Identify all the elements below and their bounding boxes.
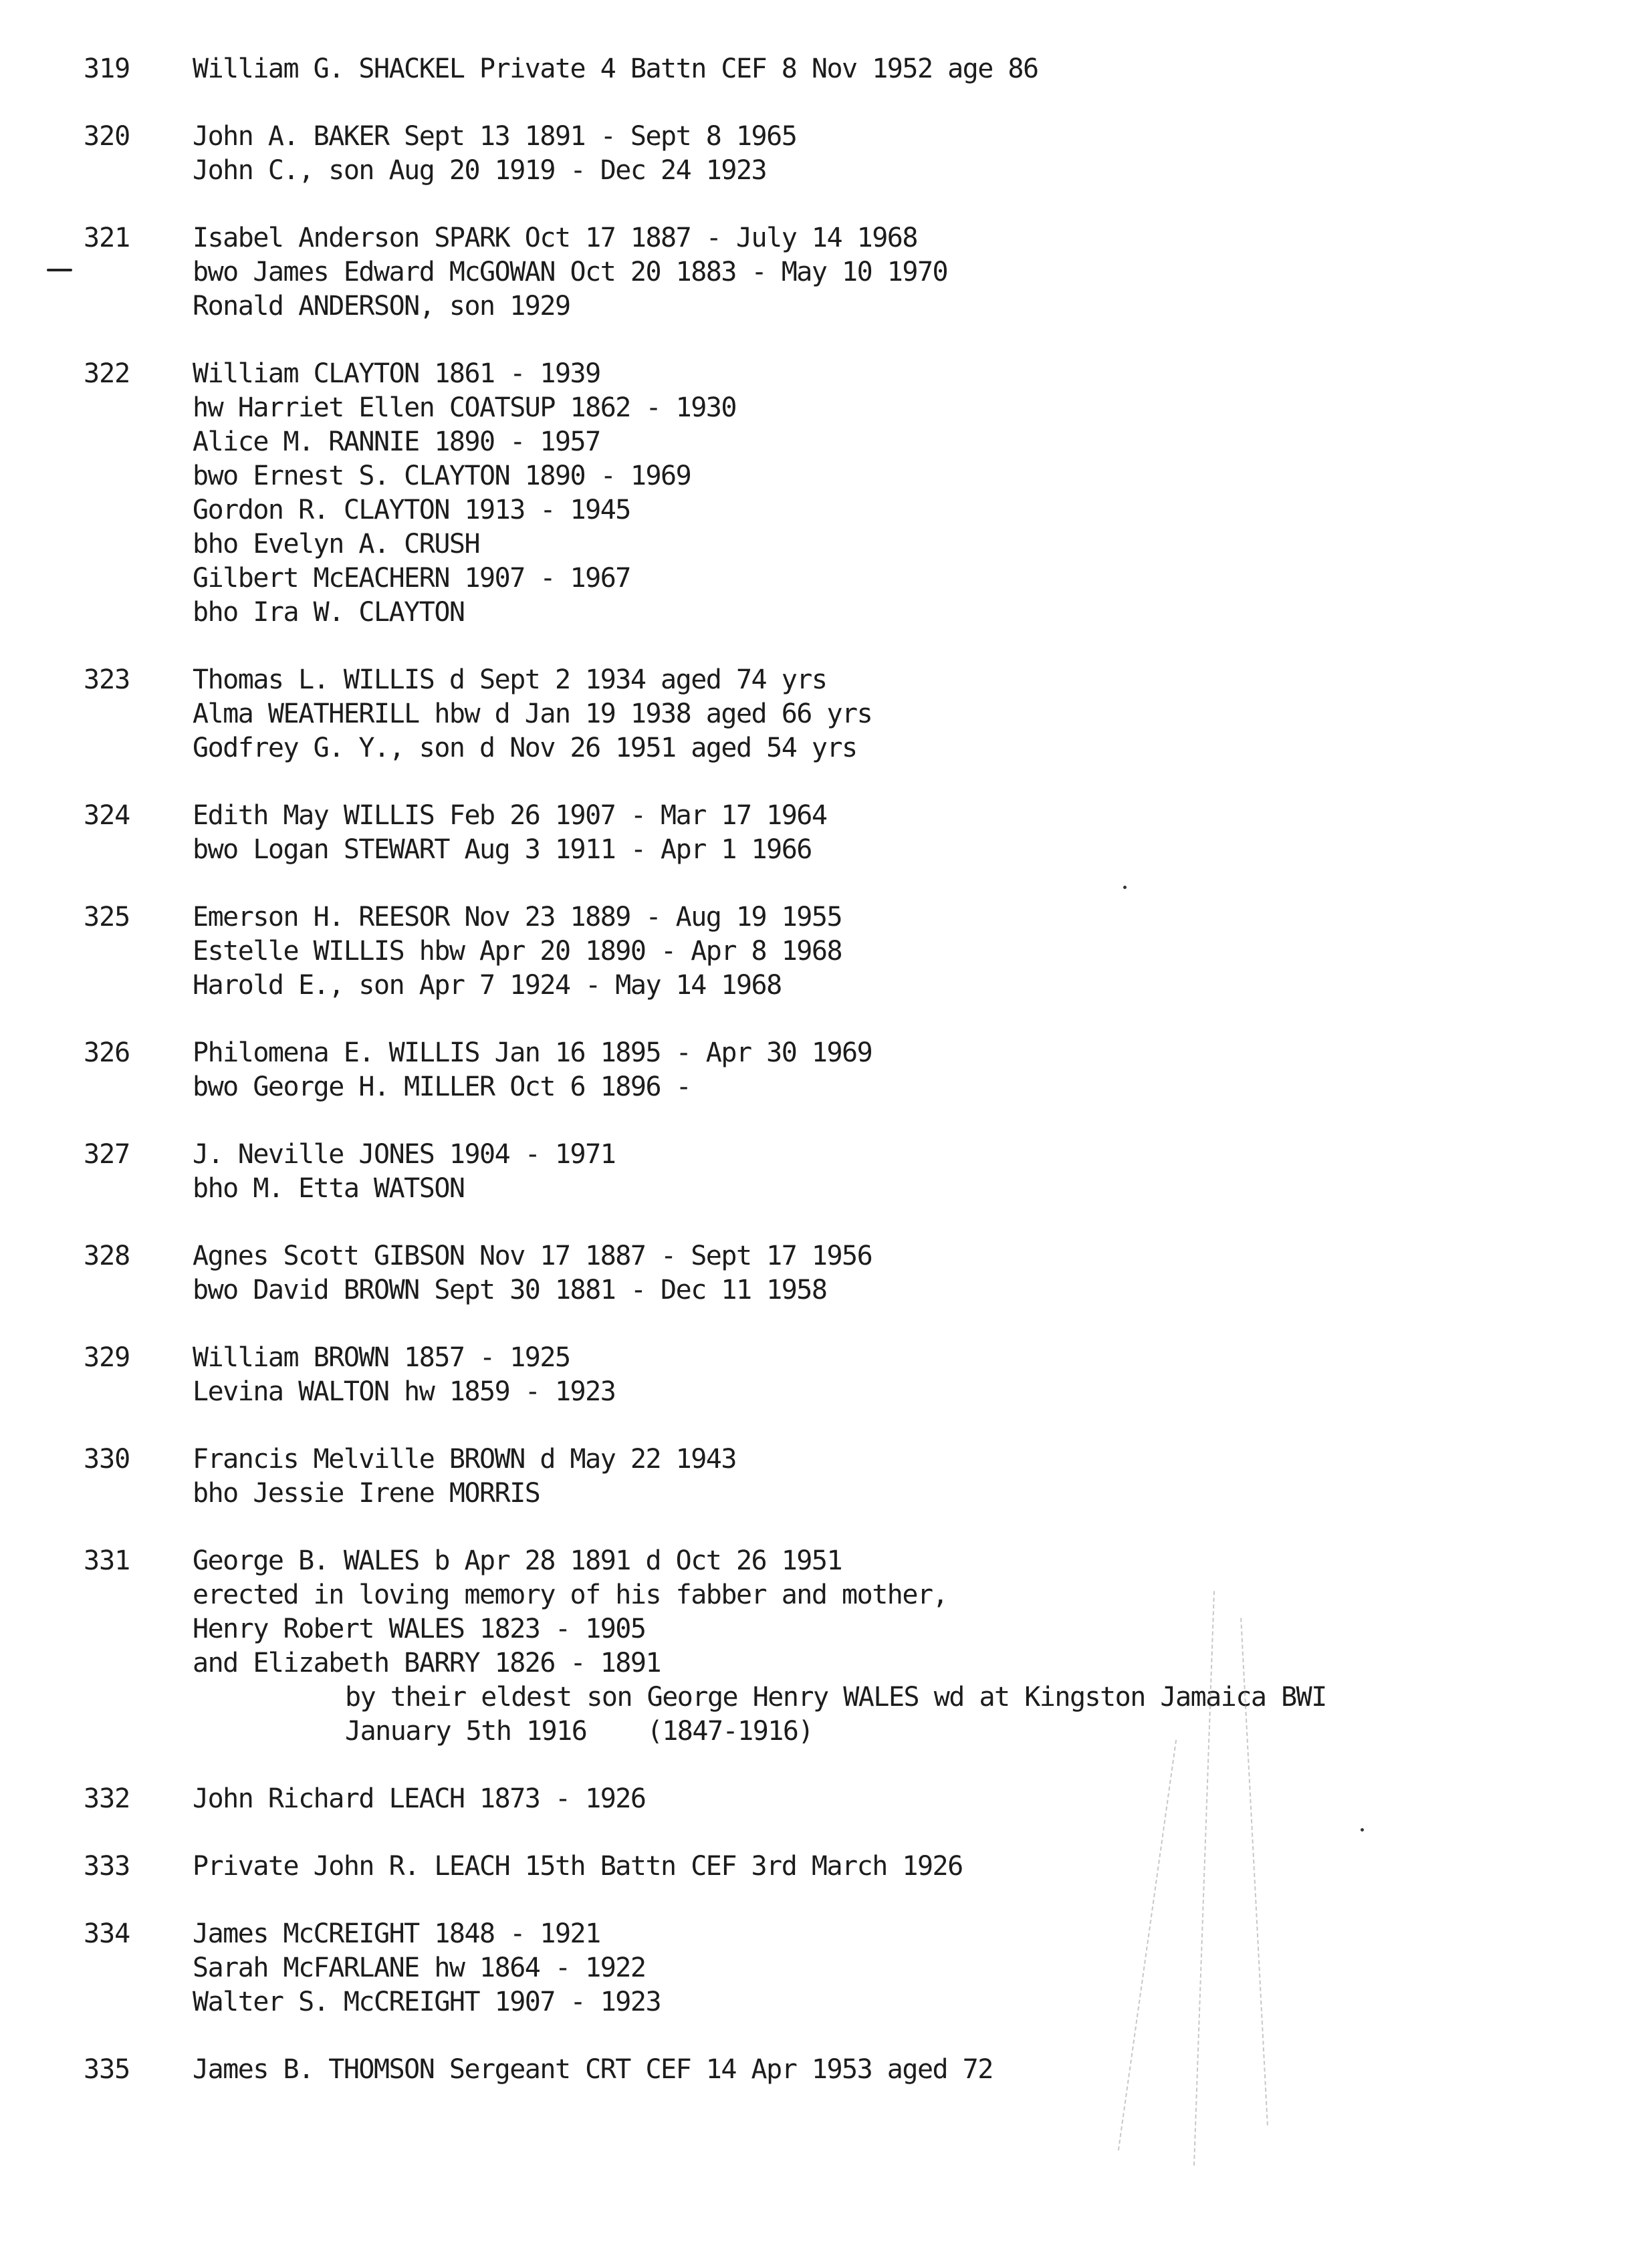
entry-line: Alice M. RANNIE 1890 - 1957	[193, 426, 600, 457]
entry-indented-line: by their eldest son George Henry WALES wd at Kingston Jamaica BWI	[345, 1682, 1326, 1713]
entry-line: Francis Melville BROWN d May 22 1943	[193, 1444, 736, 1475]
entry-text	[193, 1036, 1554, 1104]
entry-number: 329	[84, 1342, 130, 1373]
register-entry	[84, 900, 1554, 1003]
entry-line: Henry Robert WALES 1823 - 1905	[193, 1614, 646, 1644]
entry-number: 333	[84, 1851, 130, 1882]
entry-line: Philomena E. WILLIS Jan 16 1895 - Apr 30 1969	[193, 1037, 872, 1068]
entry-text	[193, 357, 1554, 630]
entry-line: bho Evelyn A. CRUSH	[193, 529, 480, 559]
register-entry	[84, 120, 1554, 188]
register-entry	[84, 1850, 1554, 1884]
entry-spacer	[84, 188, 1554, 221]
entry-line: Gilbert McEACHERN 1907 - 1967	[193, 563, 630, 594]
entry-number: 325	[84, 902, 130, 932]
entry-indented-line: January 5th 1916 (1847-1916)	[345, 1716, 814, 1747]
entry-number: 321	[84, 223, 130, 253]
entry-line: bwo James Edward McGOWAN Oct 20 1883 - May 10 1970	[193, 257, 948, 287]
entry-spacer	[84, 1816, 1554, 1850]
entry-spacer	[84, 1003, 1554, 1036]
register-entry	[84, 1917, 1554, 2019]
entry-text	[193, 1239, 1554, 1307]
register-entry	[84, 1442, 1554, 1511]
entry-text	[193, 1442, 1554, 1511]
entry-number: 323	[84, 664, 130, 695]
entry-line: bho Jessie Irene MORRIS	[193, 1478, 540, 1509]
scan-speck	[1361, 1828, 1364, 1832]
entry-text	[193, 1917, 1554, 2019]
entry-spacer	[84, 1511, 1554, 1544]
entry-spacer	[84, 630, 1554, 663]
entry-spacer	[84, 2019, 1554, 2053]
entry-text	[193, 1138, 1554, 1206]
entry-text	[193, 663, 1554, 765]
entry-spacer	[84, 1206, 1554, 1239]
entry-text	[193, 799, 1554, 867]
entry-number: 328	[84, 1241, 130, 1271]
entry-number: 320	[84, 121, 130, 152]
burial-register-list	[84, 52, 1554, 2087]
entry-text	[193, 120, 1554, 188]
entry-spacer	[84, 1307, 1554, 1341]
entry-line: bwo Ernest S. CLAYTON 1890 - 1969	[193, 461, 691, 491]
entry-text	[193, 1341, 1554, 1409]
entry-line: bwo David BROWN Sept 30 1881 - Dec 11 1958	[193, 1275, 827, 1305]
entry-line: Emerson H. REESOR Nov 23 1889 - Aug 19 1955	[193, 902, 842, 932]
entry-number: 335	[84, 2054, 130, 2085]
register-entry	[84, 1239, 1554, 1307]
entry-number: 324	[84, 800, 130, 831]
entry-number: 326	[84, 1037, 130, 1068]
entry-number: 331	[84, 1545, 130, 1576]
entry-text	[193, 2053, 1554, 2087]
register-entry	[84, 2053, 1554, 2087]
register-entry	[84, 1782, 1554, 1816]
entry-line: erected in loving memory of his fabber and mother,	[193, 1580, 948, 1610]
entry-line: Thomas L. WILLIS d Sept 2 1934 aged 74 yrs	[193, 664, 827, 695]
entry-line: bwo Logan STEWART Aug 3 1911 - Apr 1 1966	[193, 834, 812, 865]
entry-spacer	[84, 324, 1554, 357]
register-entry	[84, 1341, 1554, 1409]
entry-line: bho Ira W. CLAYTON	[193, 597, 465, 628]
entry-line: Edith May WILLIS Feb 26 1907 - Mar 17 1964	[193, 800, 827, 831]
entry-spacer	[84, 1409, 1554, 1442]
entry-line: Levina WALTON hw 1859 - 1923	[193, 1376, 616, 1407]
entry-line: Alma WEATHERILL hbw d Jan 19 1938 aged 66 yrs	[193, 699, 872, 729]
entry-line: George B. WALES b Apr 28 1891 d Oct 26 1951	[193, 1545, 842, 1576]
entry-text	[193, 900, 1554, 1003]
register-entry	[84, 221, 1554, 324]
scan-speck	[1123, 886, 1127, 889]
entry-line: Walter S. McCREIGHT 1907 - 1923	[193, 1987, 661, 2017]
entry-text	[193, 52, 1554, 86]
entry-text	[193, 1850, 1554, 1884]
entry-line: John Richard LEACH 1873 - 1926	[193, 1783, 646, 1814]
entry-line: William CLAYTON 1861 - 1939	[193, 358, 600, 389]
entry-line: hw Harriet Ellen COATSUP 1862 - 1930	[193, 392, 736, 423]
register-entry	[84, 663, 1554, 765]
entry-number: 327	[84, 1139, 130, 1170]
margin-mark	[47, 269, 72, 271]
entry-line: William BROWN 1857 - 1925	[193, 1342, 570, 1373]
entry-line: James McCREIGHT 1848 - 1921	[193, 1918, 600, 1949]
entry-line: Godfrey G. Y., son d Nov 26 1951 aged 54 yrs	[193, 733, 857, 763]
register-entry	[84, 357, 1554, 630]
register-entry	[84, 1036, 1554, 1104]
entry-spacer	[84, 86, 1554, 120]
entry-line: Isabel Anderson SPARK Oct 17 1887 - July 14 1968	[193, 223, 917, 253]
entry-text	[193, 1544, 1554, 1749]
entry-number: 319	[84, 53, 130, 84]
register-entry	[84, 799, 1554, 867]
entry-line: Harold E., son Apr 7 1924 - May 14 1968	[193, 970, 782, 1001]
entry-line: William G. SHACKEL Private 4 Battn CEF 8 Nov 1952 age 86	[193, 53, 1038, 84]
entry-line: Ronald ANDERSON, son 1929	[193, 291, 570, 322]
entry-line: Agnes Scott GIBSON Nov 17 1887 - Sept 17 1956	[193, 1241, 872, 1271]
entry-text	[193, 1782, 1554, 1816]
register-entry	[84, 1544, 1554, 1749]
entry-line: bwo George H. MILLER Oct 6 1896 -	[193, 1072, 691, 1102]
entry-spacer	[84, 1749, 1554, 1782]
entry-text	[193, 221, 1554, 324]
entry-line: Sarah McFARLANE hw 1864 - 1922	[193, 1952, 646, 1983]
entry-number: 332	[84, 1783, 130, 1814]
entry-spacer	[84, 1884, 1554, 1917]
entry-number: 330	[84, 1444, 130, 1475]
register-entry	[84, 1138, 1554, 1206]
entry-line: John C., son Aug 20 1919 - Dec 24 1923	[193, 155, 767, 186]
entry-line: John A. BAKER Sept 13 1891 - Sept 8 1965	[193, 121, 797, 152]
entry-line: bho M. Etta WATSON	[193, 1173, 465, 1204]
entry-line: J. Neville JONES 1904 - 1971	[193, 1139, 616, 1170]
entry-number: 322	[84, 358, 130, 389]
register-entry	[84, 52, 1554, 86]
entry-line: Private John R. LEACH 15th Battn CEF 3rd March 1926	[193, 1851, 963, 1882]
entry-spacer	[84, 1104, 1554, 1138]
entry-spacer	[84, 867, 1554, 900]
entry-line: and Elizabeth BARRY 1826 - 1891	[193, 1648, 661, 1678]
entry-line: James B. THOMSON Sergeant CRT CEF 14 Apr 1953 aged 72	[193, 2054, 993, 2085]
entry-number: 334	[84, 1918, 130, 1949]
entry-line: Estelle WILLIS hbw Apr 20 1890 - Apr 8 1968	[193, 936, 842, 967]
entry-spacer	[84, 765, 1554, 799]
entry-line: Gordon R. CLAYTON 1913 - 1945	[193, 495, 630, 525]
